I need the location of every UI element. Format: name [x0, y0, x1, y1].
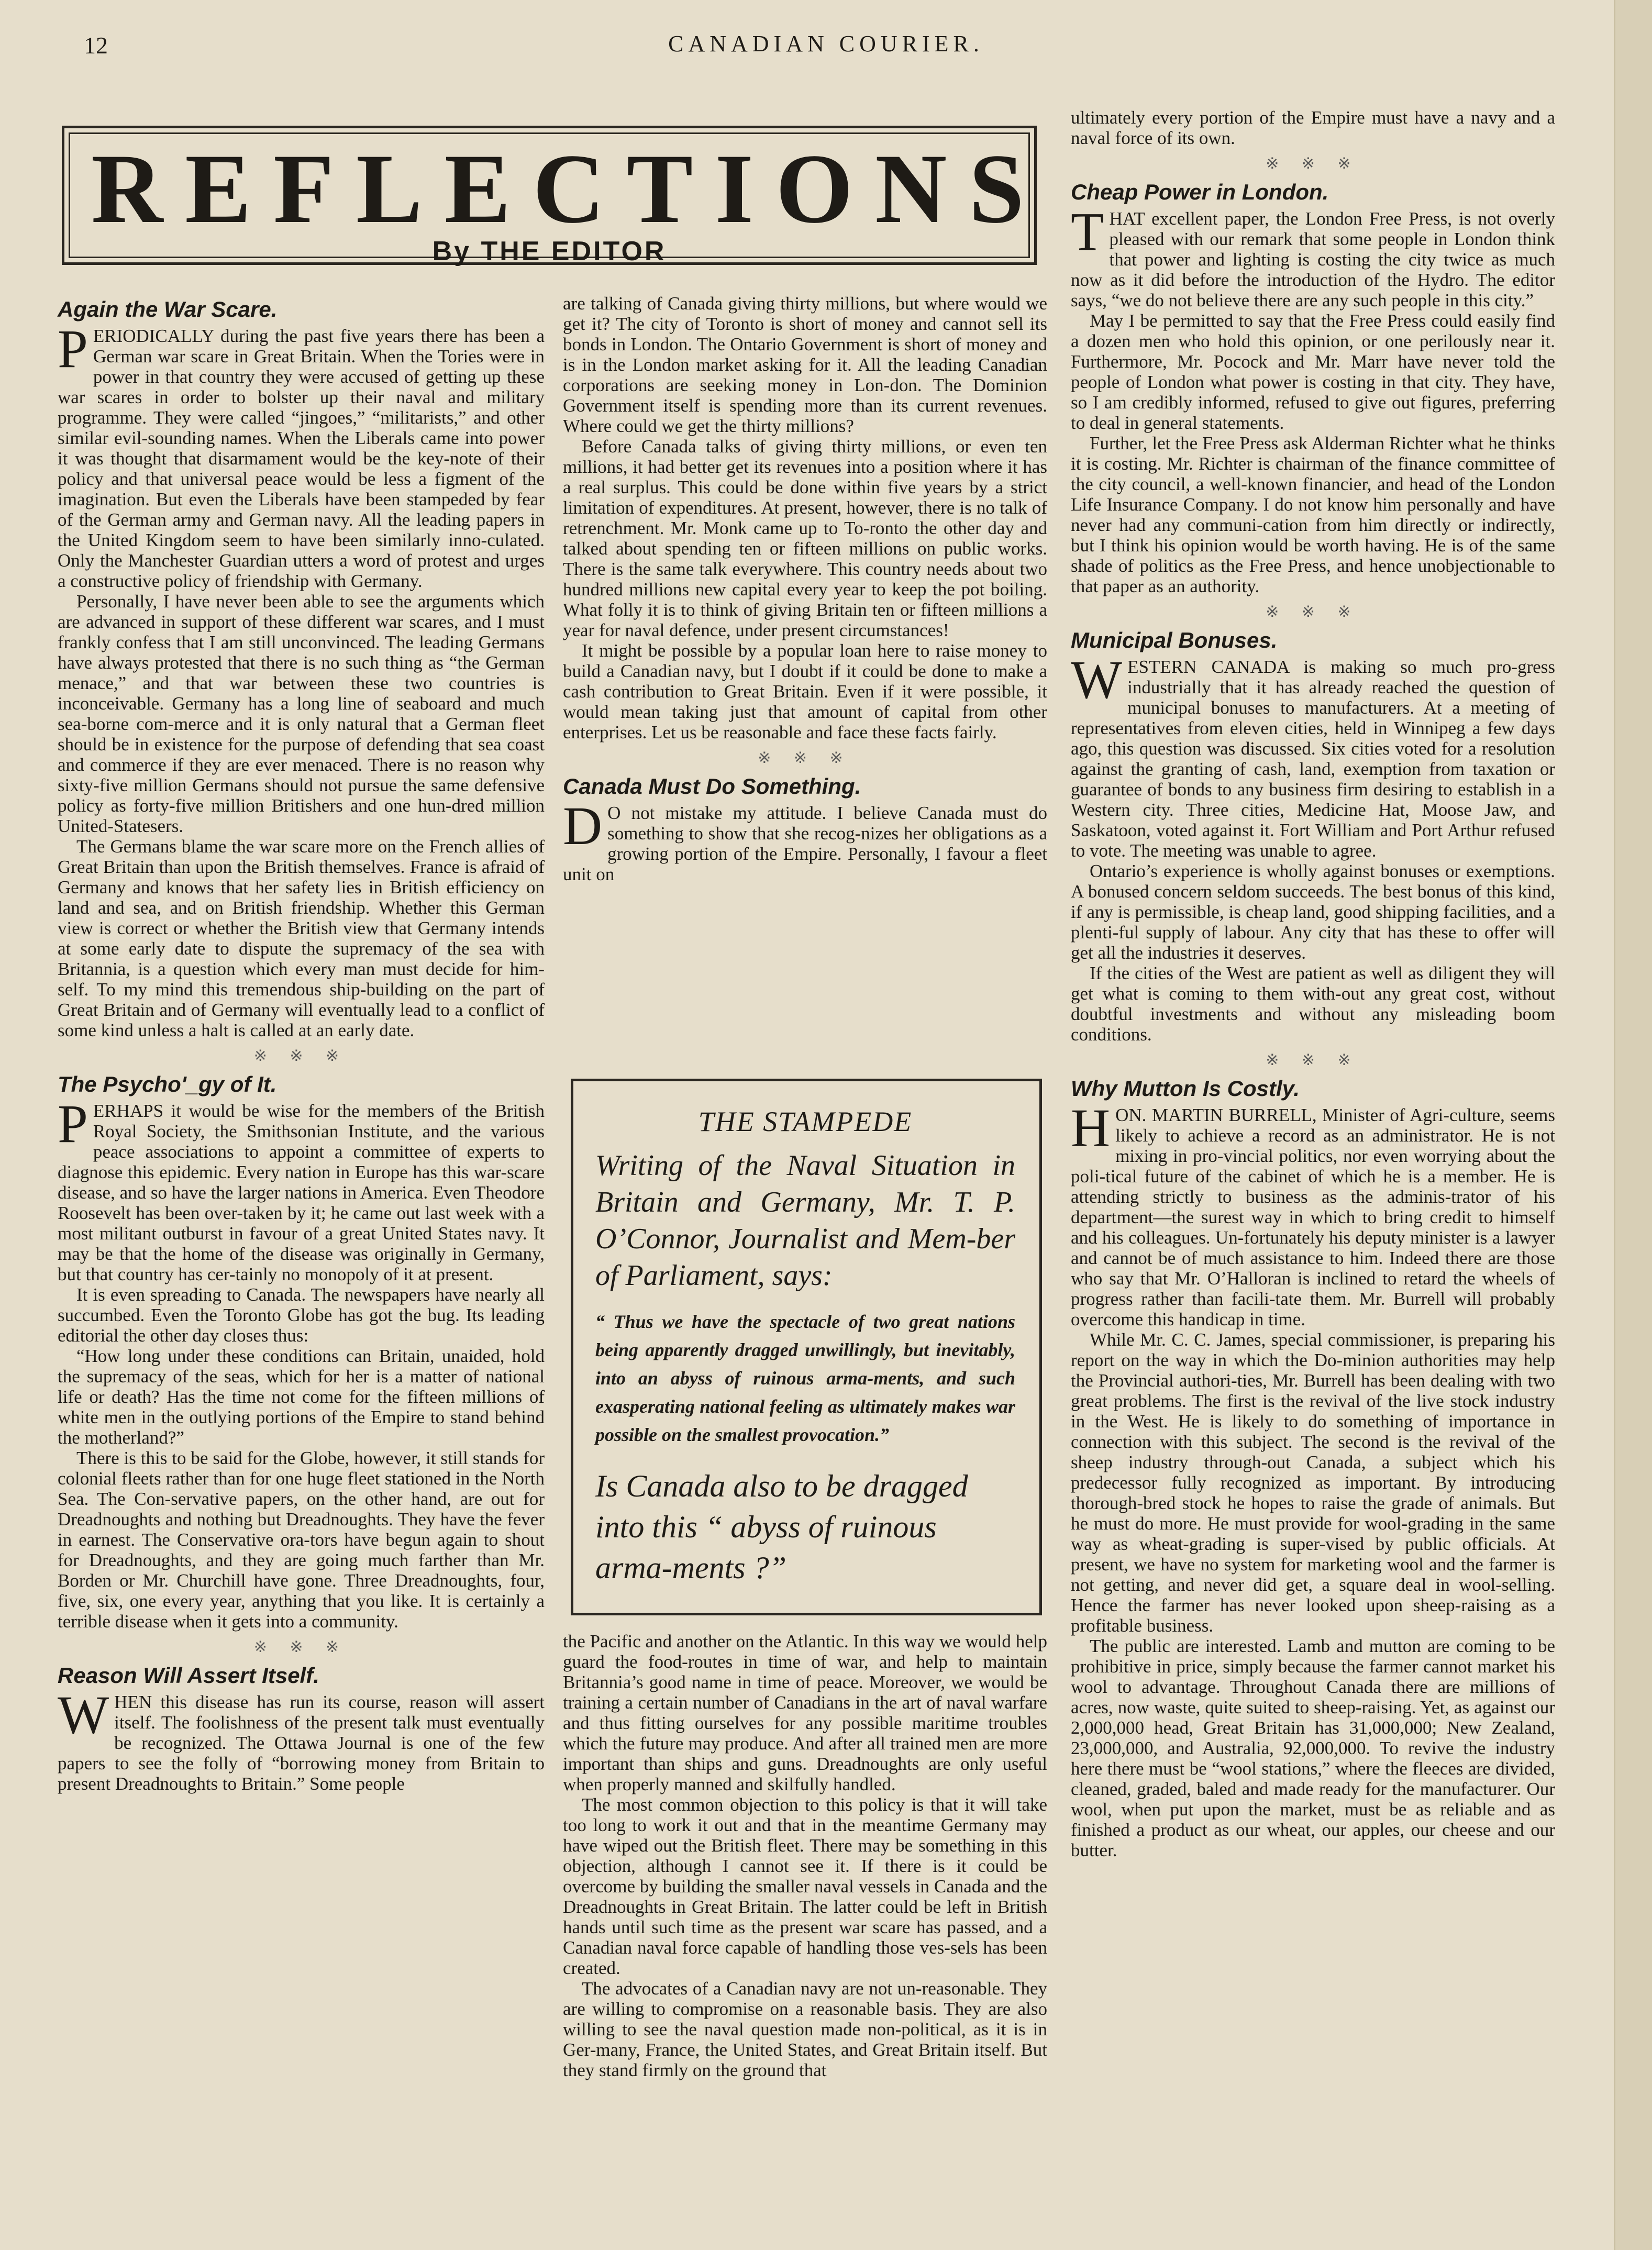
section-separator: ※ ※ ※: [253, 1638, 349, 1656]
paragraph: The most common objection to this policy is that it will take too long to work it out and that in the meantime Germany may have wiped out the British fleet. There may be something in this objection, although I cannot see it. If there is it could be overcome by building the smaller naval vessels in Canada and the Dreadnoughts in Great Britain. The latter could be left in British hands until such time as the present war scare has passed, and a Canadian naval force capable of handling those ves-sels has been created.: [563, 1794, 1047, 1978]
stampede-boxed-quote: [571, 1079, 1042, 1615]
paragraph: Personally, I have never been able to see the arguments which are advanced in support of these different war scares, and I must frankly confess that I am still unconvinced. The leading Germans have always protested that there is no such thing as “the German menace,” and that war between these two countries is inconceivable. Germany has a long line of seaboard and much sea-borne com-merce and it is only natural that a German fleet should be in existence for the purpose of defending that sea coast and commerce if they are ever menaced. There is no reason why sixty-five million Germans should not pursue the same defensive policy as forty-five million Britishers and one hun-dred million United-Statesers.: [58, 591, 545, 836]
drop-cap: W: [58, 1685, 109, 1745]
paragraph: Further, let the Free Press ask Alderman Richter what he thinks it is costing. Mr. Richter is chairman of the finance committee of the city council, a well-known financier, and head of the London Life Insurance Company. I do not know him personally and have never had any communi-cation from him directly or indirectly, but I think his opinion would be worth having. He is of the same shade of politics as the Free Press, and hence unobjectionable to that paper as an authority.: [1071, 433, 1555, 596]
paragraph: PERHAPS it would be wise for the members of the British Royal Society, the Smithsonian Institute, and the various peace associations to appoint a committee of experts to diagnose this epidemic. Every nation in Europe has this war-scare disease, and so have the larger nations in America. Even Theodore Roosevelt has been over-taken by it; he came out last week with a most militant outburst in favour of a great United States navy. It may be that the home of the disease was originally in Germany, but that country has cer-tainly no monopoly of it at present.: [58, 1094, 545, 1284]
paragraph: Ontario’s experience is wholly against bonuses or exemptions. A bonused concern seldom succeeds. The best bonus of this kind, if any is permissible, is cheap land, good shipping facilities, and a plenti-ful supply of labour. Any city that has these to offer will get all the industries it deserves.: [1071, 861, 1555, 963]
paragraph: May I be permitted to say that the Free Press could easily find a dozen men who hold this opinion, or one perilously near it. Furthermore, Mr. Pocock and Mr. Marr have never told the people of London what power is costing in that city. They have, so I am credibly informed, refused to give out figures, preferring to deal in general statements.: [1071, 311, 1555, 433]
drop-cap: D: [563, 796, 603, 856]
header-byline: By THE EDITOR: [432, 236, 667, 267]
column-2-bottom: [563, 1631, 1047, 2080]
section-title-reason: Reason Will Assert Itself.: [58, 1663, 319, 1688]
header-title: REFLECTIONS: [91, 134, 1047, 244]
paragraph: D O not mistake my attitude. I believe Canada must do something to show that she recog-nizes her obligations as a growing portion of the Empire. Personally, I favour a fleet unit on: [563, 796, 1047, 884]
drop-cap: P: [58, 319, 88, 379]
paragraph: ultimately every portion of the Empire must have a navy and a naval force of its own.: [1071, 107, 1555, 148]
drop-cap: W: [1071, 650, 1123, 710]
paragraph: The Germans blame the war scare more on the French allies of Great Britain than upon the British themselves. France is afraid of Germany and knows that her safety lies in British efficiency on land and sea, and on British friendship. Whether this German view is correct or whether the British view that Germany intends at some early date to dispute the supremacy of the sea with Britannia, is a question which every man must decide for him-self. To my mind this tremendous ship-building on the part of Great Britain and of Germany will eventually lead to a conflict of some kind unless a halt is called at an early date.: [58, 836, 545, 1040]
masthead: CANADIAN COURIER.: [668, 31, 984, 57]
section-title-psychology: The Psycho'_gy of It.: [58, 1072, 277, 1096]
paragraph: WHEN this disease has run its course, reason will assert itself. The foolishness of the present talk must eventually be recognized. The Ottawa Journal is one of the few papers to see the folly of “borrowing money from Britain to present Dreadnoughts to Britain.” Some people: [58, 1685, 545, 1794]
section-separator: ※ ※ ※: [1266, 603, 1360, 620]
section-title-cheap-power: Cheap Power in London.: [1071, 180, 1329, 204]
section-title-municipal-bonuses: Municipal Bonuses.: [1071, 628, 1278, 652]
column-1: [58, 293, 545, 1794]
stampede-intro: Writing of the Naval Situation in Britain and Germany, Mr. T. P. O’Connor, Journalist and Mem-ber of Parliament, says:: [595, 1149, 1015, 1292]
reflections-header-inner: [69, 132, 1047, 267]
section-separator: ※ ※ ※: [253, 1047, 349, 1065]
paragraph: The public are interested. Lamb and mutton are coming to be prohibitive in price, simply because the farmer cannot market his wool to advantage. Throughout Canada there are millions of acres, now waste, quite suited to sheep-raising. Yet, as against our 2,000,000 head, Great Britain has 31,000,000; New Zealand, 23,000,000, and Australia, 92,000,000. To revive the industry here there must be “wool stations,” where the fleeces are divided, cleaned, graded, baled and made ready for the manufacturer. Our wool, when put upon the market, must be as reliable and as finished a product as our wheat, our apples, our cheese and our butter.: [1071, 1636, 1555, 1860]
paragraph: WESTERN CANADA is making so much pro-gress industrially that it has already reached the question of municipal bonuses to manufacturers. At a meeting of representatives from eleven cities, held in Winnipeg a few days ago, this question was discussed. Six cities voted for a resolution against the granting of cash, land, exemption from taxation or guarantee of bonds to any business firm desiring to establish in a Western city. Three cities, Medicine Hat, Moose Jaw, and Saskatoon, voted against it. Fort William and Port Arthur refused to vote. The meeting was unable to agree.: [1071, 650, 1555, 861]
paragraph: There is this to be said for the Globe, however, it still stands for colonial fleets rather than for one huge fleet stationed in the North Sea. The Con-servative papers, on the other hand, are out for Dreadnoughts and nothing but Dreadnoughts. They have the fever in earnest. The Conservative ora-tors have begun again to shout for Dreadnoughts, and they are going much farther than Mr. Borden or Mr. Churchill have gone. Three Dreadnoughts, four, five, six, one every year, anything that you like. It is certainly a terrible disease when it gets into a community.: [58, 1448, 545, 1632]
reflections-header: [62, 126, 1047, 267]
section-separator: ※ ※ ※: [1266, 1051, 1360, 1069]
paragraph: The advocates of a Canadian navy are not un-reasonable. They are willing to compromise on a reasonable basis. They are also willing to see the naval question made non-political, as it is in Ger-many, France, the United States, and Great Britain itself. But they stand firmly on the ground that: [563, 1978, 1047, 2080]
paragraph: THAT excellent paper, the London Free Press, is not overly pleased with our remark that some people in London think that power and lighting is costing the city twice as much now as it did before the introduction of the Hydro. The editor says, “we do not believe there are any such people in this city.”: [1071, 202, 1555, 311]
stampede-question: Is Canada also to be dragged into this “ abyss of ruinous arma-ments ?”: [595, 1469, 968, 1585]
paragraph: the Pacific and another on the Atlantic. In this way we would help guard the food-routes in time of war, and help to maintain Britannia’s good name in time of peace. Moreover, we would be training a certain number of Canadians in the art of naval warfare and thus fitting ourselves for any possible maritime troubles which the future may produce. And after all trained men are more important than ships and guns. Dreadnoughts are only useful when properly manned and skilfully handled.: [563, 1631, 1047, 1794]
drop-cap: H: [1071, 1098, 1111, 1158]
paragraph: While Mr. C. C. James, special commissioner, is preparing his report on the way in which the Do-minion authorities may help the Provincial authori-ties, Mr. Burrell has been dealing with two great problems. The first is the revival of the live stock industry in the West. He is likely to do something of importance in connection with this subject. The second is the revival of the sheep industry through-out Canada, a subject which his predecessor fully recognized as important. By introducing thorough-bred stock he hopes to raise the grade of animals. But he must do more. He must provide for wool-grading in the same way as wheat-grading is super-vised by public officials. At present, we have no system for marketing wool and the farmer is not getting, and never did get, a square deal in wool-selling. Hence the farmer has never looked upon sheep-raising as a profitable business.: [1071, 1329, 1555, 1636]
section-title-war-scare: Again the War Scare.: [58, 297, 278, 322]
section-title-canada-must: Canada Must Do Something.: [563, 774, 861, 799]
column-2-top: [563, 293, 1047, 884]
paragraph: If the cities of the West are patient as well as diligent they will get what is coming to them with-out any great cost, without doubtful investments and without any misleading boom conditions.: [1071, 963, 1555, 1045]
paragraph: Before Canada talks of giving thirty millions, or even ten millions, it had better get its revenues into a position where it has a real surplus. This could be done within five years by a strict limitation of expenditures. At present, however, there is no talk of retrenchment. Mr. Monk came up to To-ronto the other day and talked about spending ten or fifteen millions on public works. There is the same talk everywhere. This country needs about two hundred millions new capital every year to keep the pot boiling. What folly it is to think of giving Britain ten or fifteen millions a year for naval defence, under present circumstances!: [563, 436, 1047, 640]
section-separator: ※ ※ ※: [1266, 155, 1360, 172]
drop-cap: P: [58, 1094, 88, 1154]
stampede-title: THE STAMPEDE: [698, 1106, 913, 1137]
drop-cap: T: [1071, 202, 1104, 262]
section-separator: ※ ※ ※: [758, 749, 852, 767]
page-number: 12: [84, 32, 108, 59]
column-3: [1071, 107, 1555, 1860]
stampede-quote: “ Thus we have the spectacle of two great nations being apparently dragged unwillingly, but inevitably, into an abyss of ruinous arma-ments, and such exasperating national feeling as ultimately makes war possible on the smallest provocation.”: [595, 1311, 1015, 1445]
paragraph: It is even spreading to Canada. The newspapers have nearly all succumbed. Even the Toronto Globe has got the bug. Its leading editorial the other day closes thus:: [58, 1284, 545, 1346]
paragraph: It might be possible by a popular loan here to raise money to build a Canadian navy, but I doubt if it could be done to make a cash contribution to Great Britain. Even if it were possible, it would mean taking just that amount of capital from other enterprises. Let us be reasonable and face these facts fairly.: [563, 640, 1047, 742]
paragraph: are talking of Canada giving thirty millions, but where would we get it? The city of Toronto is short of money and cannot sell its bonds in London. The Ontario Government is short of money and is in the London market asking for it. All the leading Canadian corporations are seeking money in Lon-don. The Dominion Government itself is spending more than its current revenues. Where could we get the thirty millions?: [563, 293, 1047, 436]
paragraph: HON. MARTIN BURRELL, Minister of Agri-culture, seems likely to achieve a record as an administrator. He is not mixing in pro-vincial politics, nor even worrying about the poli-tical future of the cabinet of which he is a member. He is attending strictly to business as the adminis-trator of his department—the surest way in which to bring credit to himself and his colleagues. Un-fortunately his deputy minister is a lawyer and cannot be of much assistance to him. Indeed there are those who say that Mr. O’Halloran is inclined to retard the wheels of progress rather than facili-tate them. Mr. Burrell will probably overcome this handicap in time.: [1071, 1098, 1555, 1329]
paragraph: “How long under these conditions can Britain, unaided, hold the supremacy of the seas, which for her is a matter of national life or death? Has the time not come for the fifteen millions of white men in the outlying portions of the Empire to stand behind the motherland?”: [58, 1346, 545, 1448]
page-binding-edge: [1614, 0, 1652, 2250]
paragraph: PERIODICALLY during the past five years there has been a German war scare in Great Britain. When the Tories were in power in that country they were accused of getting up these war scares in order to bolster up their naval and military programme. They were called “jingoes,” “militarists,” and other similar evil-sounding names. When the Liberals came into power it was thought that disarmament would be the key-note of their policy and that universal peace would be less a figment of the imagination. But even the Liberals have been stampeded by fear of the German army and German navy. All the leading papers in the United Kingdom seem to have been similarly inno-culated. Only the Manchester Guardian utters a word of protest and urges a constructive policy of friendship with Germany.: [58, 319, 545, 591]
section-title-mutton: Why Mutton Is Costly.: [1071, 1076, 1300, 1101]
